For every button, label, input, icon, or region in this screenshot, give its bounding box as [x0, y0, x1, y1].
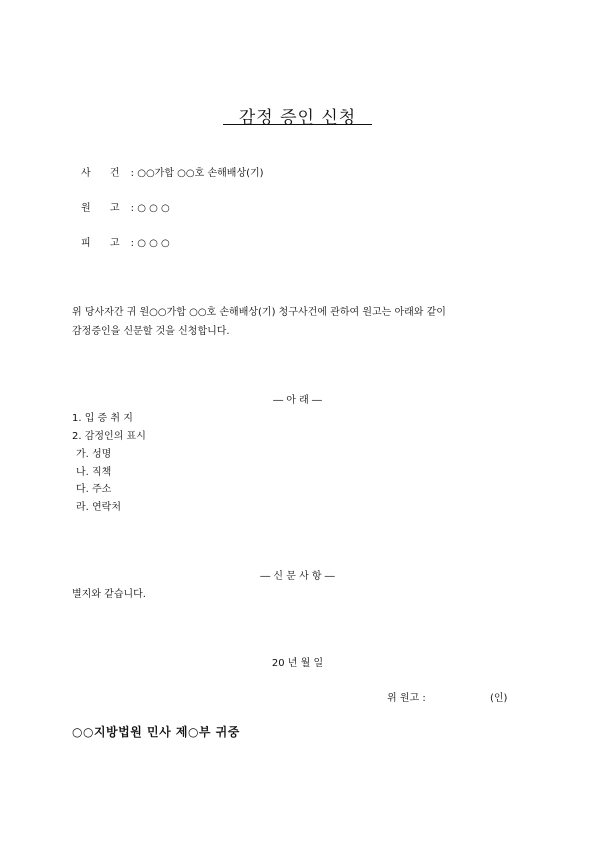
case-field: 사 건 : ○○가합 ○○호 손해배상(기) — [81, 164, 264, 179]
seal-mark: (인) — [490, 693, 508, 704]
court-addressee: ○○지방법원 민사 제○부 귀중 — [72, 725, 240, 739]
body-paragraph-line: 감정증인을 신문할 것을 신청합니다. — [72, 326, 230, 337]
document-title: 감정 증인 신청 — [238, 108, 357, 128]
title-underline — [223, 124, 372, 125]
list-item: 2. 감정인의 표시 — [72, 431, 146, 442]
case-field-value: ○○가합 ○○호 손해배상(기) — [137, 168, 264, 179]
signature-label: 위 원고 : — [387, 693, 426, 704]
list-item: 나. 직책 — [76, 467, 112, 478]
examination-heading: ― 신 문 사 항 ― — [260, 571, 335, 582]
body-paragraph — [72, 303, 524, 341]
plaintiff-field-label: 원 고 — [81, 203, 128, 214]
plaintiff-field: 원 고 : ○ ○ ○ — [81, 199, 170, 214]
case-field-label: 사 건 — [81, 168, 128, 179]
notice-heading: ― 아 래 ― — [273, 395, 322, 406]
body-paragraph-line: 위 당사자간 귀 원○○가합 ○○호 손해배상(기) 청구사건에 관하여 원고는 아래와 같이 — [72, 307, 446, 318]
defendant-field: 피 고 : ○ ○ ○ — [81, 234, 170, 249]
list-item: 1. 입 증 취 지 — [72, 413, 133, 424]
list-item: 다. 주소 — [76, 484, 112, 495]
examination-note: 별지와 같습니다. — [72, 589, 146, 600]
defendant-field-value: ○ ○ ○ — [137, 238, 170, 249]
list-item: 가. 성명 — [76, 449, 112, 460]
date-line: 20 년 월 일 — [271, 658, 324, 669]
plaintiff-field-value: ○ ○ ○ — [137, 203, 170, 214]
defendant-field-label: 피 고 — [81, 238, 128, 249]
list-item: 라. 연락처 — [76, 502, 121, 513]
